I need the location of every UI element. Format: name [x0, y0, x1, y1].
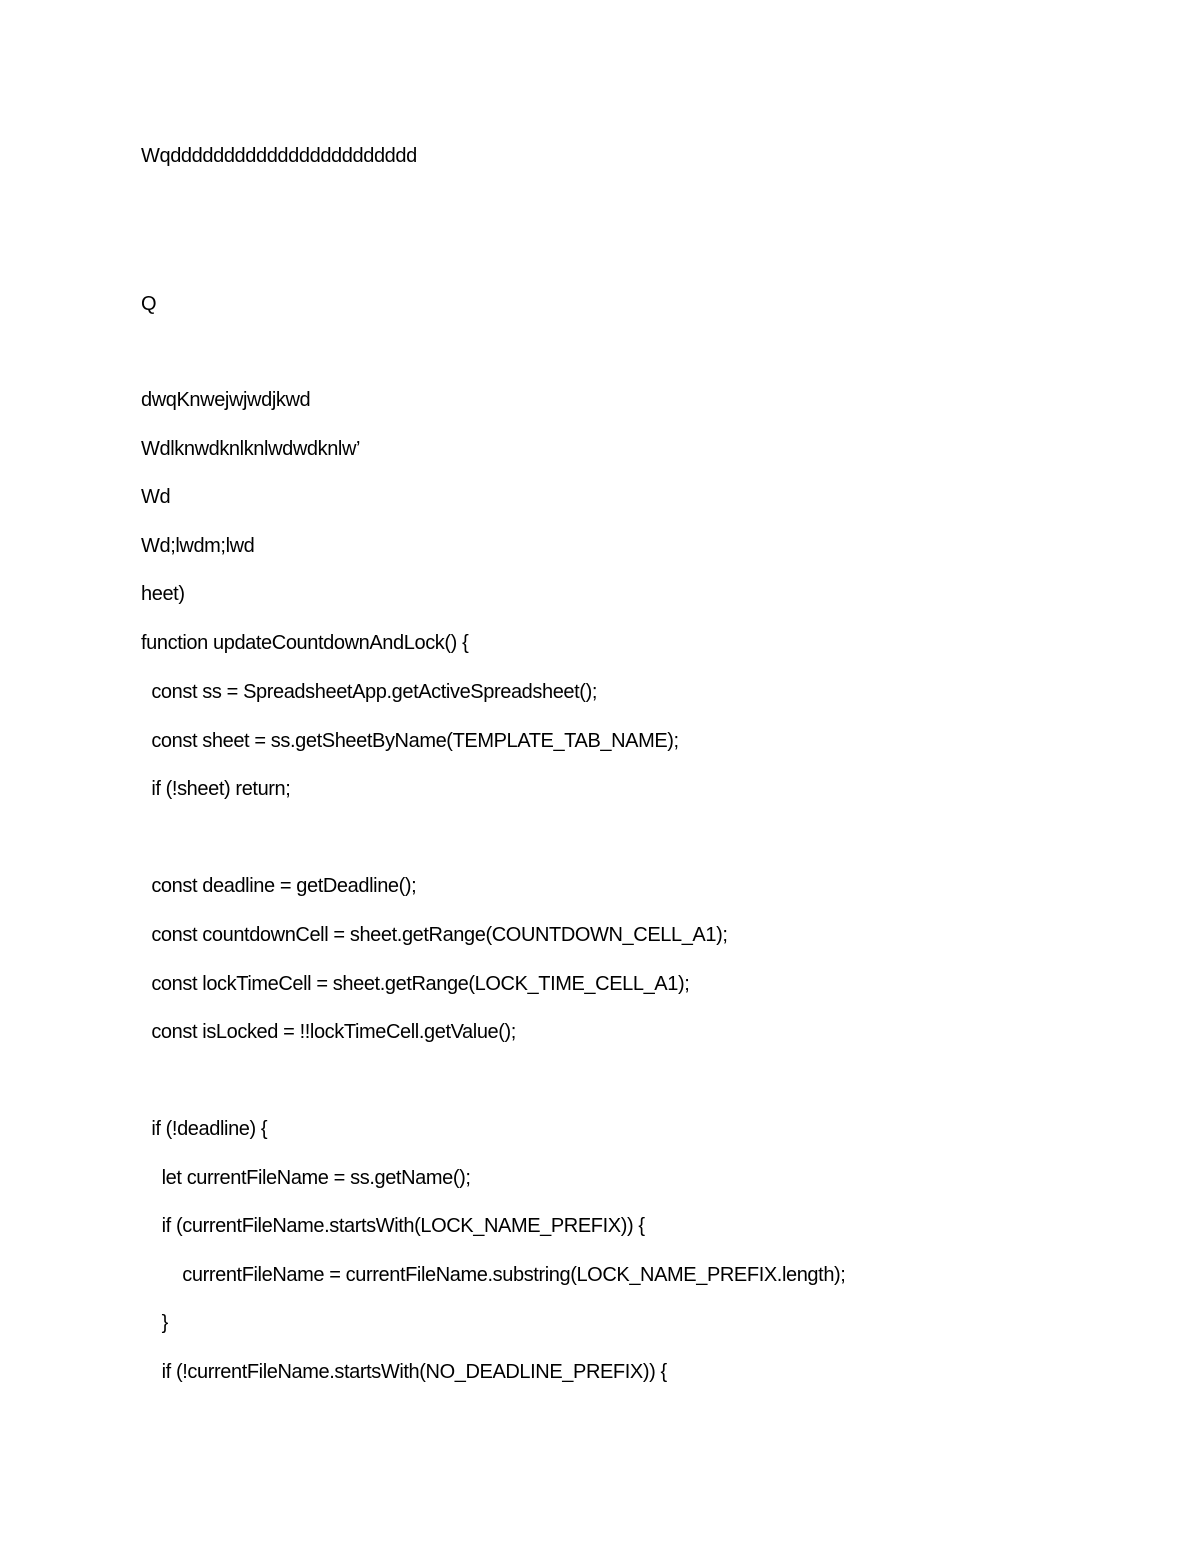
code-line: const isLocked = !!lockTimeCell.getValue(); [141, 1021, 516, 1043]
code-line: } [141, 1312, 168, 1334]
doc-line: heet) [141, 583, 185, 605]
code-line: const deadline = getDeadline(); [141, 875, 417, 897]
doc-line: Wqddddddddddddddddddddddd [141, 145, 417, 167]
code-line: const lockTimeCell = sheet.getRange(LOCK_TIME_CELL_A1); [141, 973, 690, 995]
code-line: if (!sheet) return; [141, 778, 291, 800]
doc-line: dwqKnwejwjwdjkwd [141, 389, 311, 411]
doc-line: Wd;lwdm;lwd [141, 535, 255, 557]
code-line: if (!currentFileName.startsWith(NO_DEADLINE_PREFIX)) { [141, 1361, 667, 1383]
code-line: const countdownCell = sheet.getRange(COUNTDOWN_CELL_A1); [141, 924, 728, 946]
code-line: function updateCountdownAndLock() { [141, 632, 469, 654]
code-line: if (currentFileName.startsWith(LOCK_NAME_PREFIX)) { [141, 1215, 645, 1237]
code-line: currentFileName = currentFileName.substring(LOCK_NAME_PREFIX.length); [141, 1264, 846, 1286]
code-line: if (!deadline) { [141, 1118, 268, 1140]
doc-line: Wd [141, 486, 171, 508]
code-line: const ss = SpreadsheetApp.getActiveSpreadsheet(); [141, 681, 597, 703]
code-line: let currentFileName = ss.getName(); [141, 1167, 471, 1189]
doc-line: Wdlknwdknlknlwdwdknlw’ [141, 438, 361, 460]
doc-line: Q [141, 293, 157, 315]
code-line: const sheet = ss.getSheetByName(TEMPLATE_TAB_NAME); [141, 730, 679, 752]
